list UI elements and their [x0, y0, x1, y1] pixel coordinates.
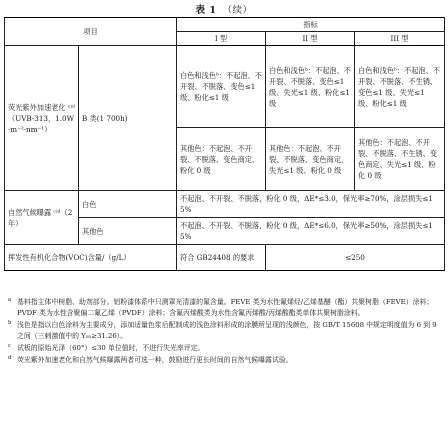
- footnote-marker: c: [8, 342, 11, 349]
- uv-white-type-2: 白色和浅色ᵇ：不起泡、不开裂、不脱落、变色≤1 级、失光≤1 级、粉化≤1 级: [266, 46, 355, 128]
- natural-other-label: 其他色: [79, 218, 177, 245]
- natural-other-value: 不起泡、不开裂、不脱落，粉化 0 级，ΔE*≤6.0，保光率≥50%，涂层损失≤15%: [177, 218, 445, 245]
- natural-white-label: 白色: [79, 191, 177, 218]
- voc-other-value: ≤250: [266, 245, 445, 271]
- natural-white-row: [5, 191, 445, 218]
- natural-item-label: 自然气候曝露 ᶜ⁾ᵈ（2 年）: [5, 191, 79, 245]
- footnote-text: 基料指主体中树脂、助剂部分。铝粉漆体系中只测罩光清漆的氟含量。FEVE 类为水性氟烯烃/乙烯基醚（酯）共聚树脂（FEVE）涂料；PVDF 类为水性含聚偏二氟乙烯（PVDF）涂料；含氟丙烯酸类为水性含氟丙烯酸/丙烯酸酯类单体共聚树脂涂料。: [17, 298, 434, 317]
- footnote-text: 荧光紫外加速老化和自然气候曝露两者可选一种，鼓励进行更长时间的自然气候曝露试验。: [17, 356, 293, 365]
- header-type-2: II 型: [266, 32, 355, 46]
- header-indicator: 指标: [177, 18, 445, 32]
- footnote-a: [6, 297, 442, 318]
- voc-row: [5, 245, 445, 271]
- uv-item-label: 荧光紫外加速老化 ᶜ⁾ᵈ（UVB-313，1.0W·m⁻²·nm⁻¹）: [5, 46, 79, 191]
- header-type-1: I 型: [177, 32, 266, 46]
- table-continued-label: （续）: [222, 5, 253, 16]
- footnote-d: [6, 355, 442, 366]
- natural-white-value: 不起泡、不开裂、不脱落，粉化 0 级，ΔE*≤3.0，保光率≥70%，涂层损失≤15%: [177, 191, 445, 218]
- voc-item-label: 挥发性有机化合物(VOC)含量/（g/L）: [5, 245, 177, 271]
- uv-sub-label: B 类(1 700h): [79, 46, 177, 191]
- uv-white-row: [5, 46, 445, 128]
- footnote-text: 试板的原始光泽（60°）≤30 单位值时，不进行失光率评定。: [17, 343, 205, 352]
- footnotes: [6, 297, 442, 367]
- footnote-text: 浅色是指以白色涂料为主要成分，添加适量色浆后配制成的浅色涂料形成的涂膜所呈现的浅颜色，按 GB/T 15608 中规定明度值为 6 到 9 之间（三刺激值中的 Y₀₅≥31.26）。: [17, 320, 437, 340]
- table-title: 表 1: [195, 5, 217, 16]
- footnote-c: [6, 343, 442, 354]
- footnote-b: [6, 320, 442, 341]
- header-row-1: [5, 18, 445, 32]
- table-caption: [0, 2, 448, 16]
- header-item: 项目: [5, 18, 177, 46]
- uv-other-type-3: 其他色：不起泡、不开裂、不脱落、不生锈、变色商定、失光≤1 级、粉化 0 级: [355, 128, 445, 191]
- voc-type-1-value: 符合 GB24408 的要求: [177, 245, 266, 271]
- footnote-marker: d: [8, 355, 12, 362]
- footnote-marker: a: [8, 297, 12, 303]
- uv-other-type-2: 其他色：不起泡、不开裂、不脱落、变色商定、失光≤1 级、粉化 0 级: [266, 128, 355, 191]
- header-type-3: III 型: [355, 32, 445, 46]
- uv-other-type-1: 其他色：不起泡、不开裂、不脱落、变色商定、粉化 0 级: [177, 128, 266, 191]
- uv-white-type-3: 白色和浅色ᵇ：不起泡、不开裂、不脱落、不生锈、变色≤1 级、失光≤1 级、粉化≤1 级: [355, 46, 445, 128]
- uv-white-type-1: 白色和浅色ᵇ：不起泡、不开裂、不脱落、变色≤1 级、粉化≤1 级: [177, 46, 266, 128]
- footnote-marker: b: [8, 319, 12, 326]
- spec-table: [4, 17, 445, 271]
